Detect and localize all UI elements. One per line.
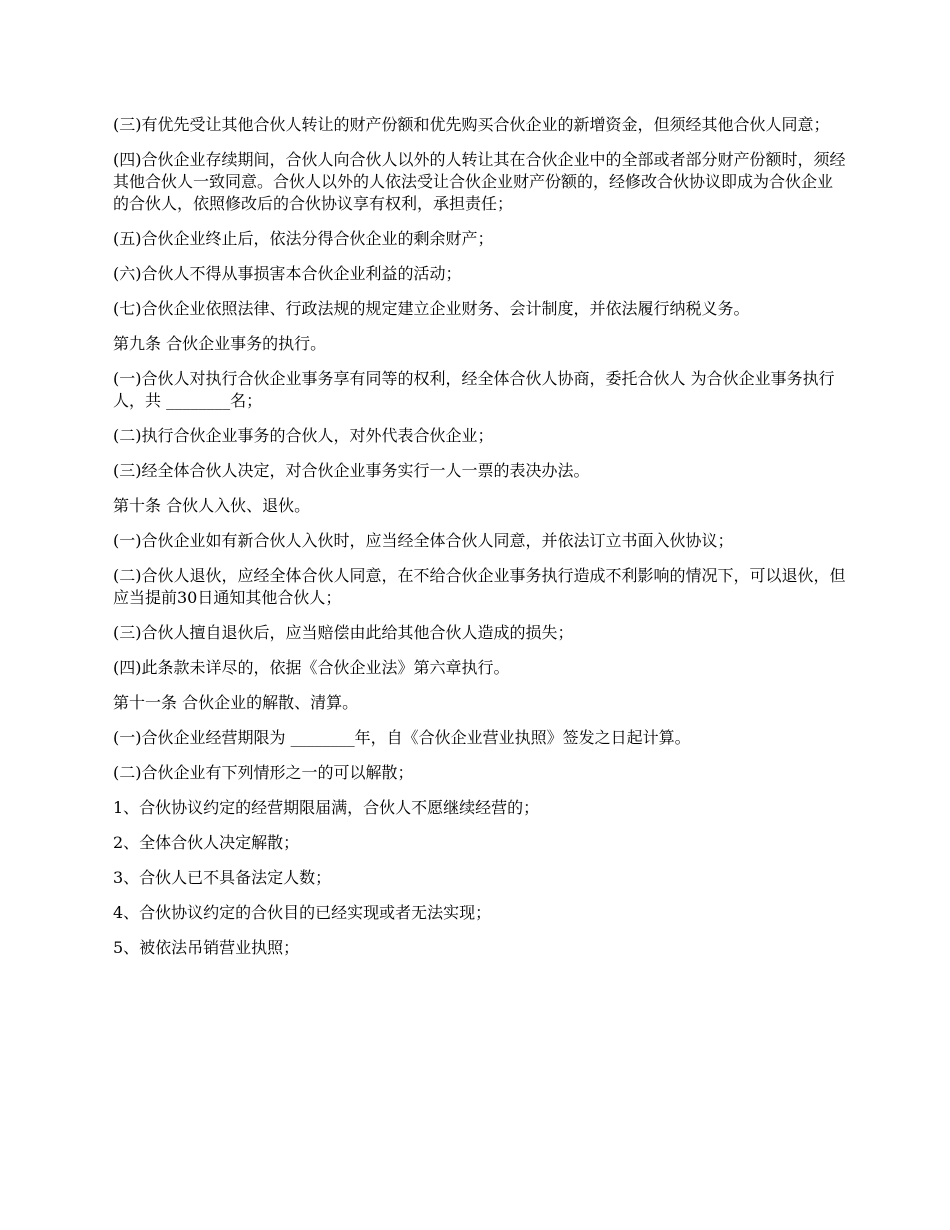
clause-item: (三)有优先受让其他合伙人转让的财产份额和优先购买合伙企业的新增资金，但须经其他合伙人同意； [113, 115, 830, 134]
clause-item: (一)合伙人对执行合伙企业事务享有同等的权利，经全体合伙人协商，委托合伙人 为合伙企业事务执行人，共 ________名； [113, 369, 835, 410]
clause-item: (六)合伙人不得从事损害本合伙企业利益的活动； [113, 264, 462, 283]
list-item: 3、合伙人已不具备法定人数； [113, 868, 332, 887]
clause-item: (二)合伙人退伙，应经全体合伙人同意，在不给合伙企业事务执行造成不利影响的情况下，可以退伙，但应当提前30日通知其他合伙人； [113, 566, 846, 607]
clause-item: (七)合伙企业依照法律、行政法规的规定建立企业财务、会计制度，并依法履行纳税义务。 [113, 299, 750, 318]
clause-item: (三)经全体合伙人决定，对合伙企业事务实行一人一票的表决办法。 [113, 461, 590, 480]
list-item: 1、合伙协议约定的经营期限届满，合伙人不愿继续经营的； [113, 798, 540, 817]
list-item: 4、合伙协议约定的合伙目的已经实现或者无法实现； [113, 903, 492, 922]
document-body [113, 114, 848, 972]
clause-item: (一)合伙企业如有新合伙人入伙时，应当经全体合伙人同意，并依法订立书面入伙协议； [113, 531, 734, 550]
list-item: 2、全体合伙人决定解散； [113, 833, 300, 852]
clause-item: (一)合伙企业经营期限为 ________年，自《合伙企业营业执照》签发之日起计算。 [113, 728, 691, 747]
clause-item: (二)合伙企业有下列情形之一的可以解散； [113, 763, 414, 782]
article-heading: 第九条 合伙企业事务的执行。 [113, 334, 327, 353]
clause-item: (四)合伙企业存续期间，合伙人向合伙人以外的人转让其在合伙企业中的全部或者部分财产份额时，须经其他合伙人一致同意。合伙人以外的人依法受让合伙企业财产份额的，经修改合伙协议即成为合伙企业的合伙人，依照修改后的合伙协议享有权利，承担责任； [113, 150, 846, 213]
list-item: 5、被依法吊销营业执照； [113, 938, 300, 957]
article-heading: 第十一条 合伙企业的解散、清算。 [113, 693, 359, 712]
article-heading: 第十条 合伙人入伙、退伙。 [113, 496, 311, 515]
clause-item: (三)合伙人擅自退伙后，应当赔偿由此给其他合伙人造成的损失； [113, 623, 574, 642]
clause-item: (四)此条款未详尽的，依据《合伙企业法》第六章执行。 [113, 658, 510, 677]
clause-item: (二)执行合伙企业事务的合伙人，对外代表合伙企业； [113, 426, 494, 445]
clause-item: (五)合伙企业终止后，依法分得合伙企业的剩余财产； [113, 229, 494, 248]
